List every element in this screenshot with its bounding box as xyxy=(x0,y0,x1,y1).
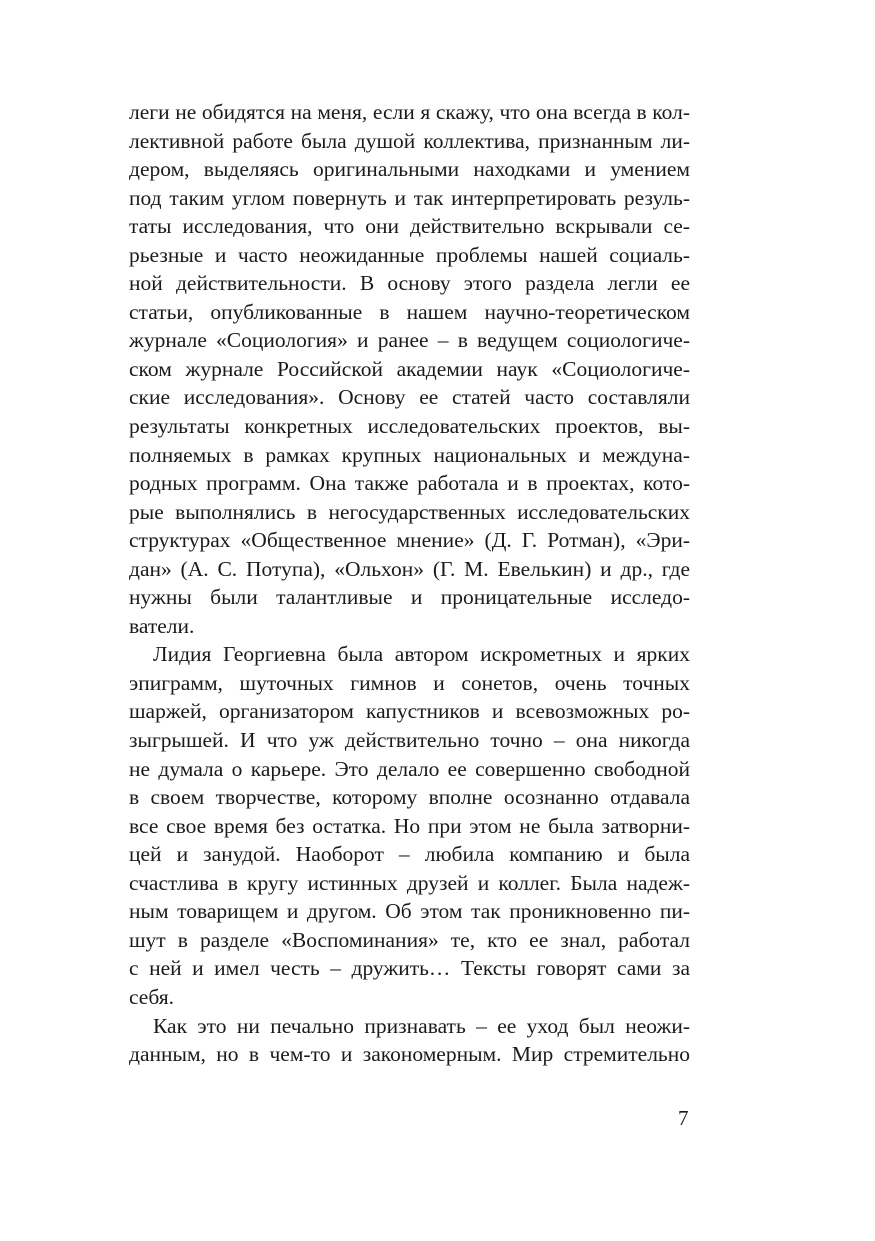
text-line: родных программ. Она также работала и в проектах, кото- xyxy=(129,471,690,496)
text-line: рьезные и часто неожиданные проблемы нашей социаль- xyxy=(129,242,690,267)
text-line: полняемых в рамках крупных национальных и междуна- xyxy=(129,442,690,467)
text-line: ском журнале Российской академии наук «Социологиче- xyxy=(129,356,690,381)
text-line: в своем творчестве, которому вполне осознанно отдавала xyxy=(129,785,690,810)
text-line: зыгрышей. И что уж действительно точно – она никогда xyxy=(129,728,690,753)
text-line: ватели. xyxy=(129,613,195,638)
text-line: с ней и имел честь – дружить… Тексты говорят сами за xyxy=(129,956,690,981)
text-line: Лидия Георгиевна была автором искрометных и ярких xyxy=(153,642,690,667)
text-line: ным товарищем и другом. Об этом так проникновенно пи- xyxy=(129,899,690,924)
paragraph xyxy=(129,1012,690,1069)
text-line: ной действительности. В основу этого раздела легли ее xyxy=(129,271,690,296)
text-line: шут в разделе «Воспоминания» те, кто ее знал, работал xyxy=(129,927,690,952)
text-line: статьи, опубликованные в нашем научно-теоретическом xyxy=(129,299,690,324)
text-line: ские исследования». Основу ее статей часто составляли xyxy=(129,385,690,410)
text-line: эпиграмм, шуточных гимнов и сонетов, очень точных xyxy=(129,670,690,695)
paragraph xyxy=(129,98,690,640)
paragraph xyxy=(129,640,690,1011)
text-line: нужны были талантливые и проницательные исследо- xyxy=(129,585,690,610)
text-line: дан» (А. С. Потупа), «Ольхон» (Г. М. Евелькин) и др., где xyxy=(129,556,690,581)
text-line: счастлива в кругу истинных друзей и коллег. Была надеж- xyxy=(129,870,690,895)
page-number: 7 xyxy=(678,1106,689,1130)
text-line: все свое время без остатка. Но при этом не была затворни- xyxy=(129,813,690,838)
text-line: под таким углом повернуть и так интерпретировать резуль- xyxy=(129,185,690,210)
text-line: себя. xyxy=(129,984,175,1009)
text-line: таты исследования, что они действительно вскрывали се- xyxy=(129,214,690,239)
text-line: дером, выделяясь оригинальными находками и умением xyxy=(129,157,690,182)
text-line: Как это ни печально признавать – ее уход был неожи- xyxy=(153,1013,690,1038)
text-line: шаржей, организатором капустников и всевозможных ро- xyxy=(129,699,690,724)
page-body xyxy=(129,98,690,1069)
text-line: лективной работе была душой коллектива, признанным ли- xyxy=(129,128,690,153)
text-line: результаты конкретных исследовательских проектов, вы- xyxy=(129,414,690,439)
text-line: журнале «Социология» и ранее – в ведущем социологиче- xyxy=(129,328,690,353)
text-line: не думала о карьере. Это делало ее совершенно свободной xyxy=(129,756,690,781)
text-line: структурах «Общественное мнение» (Д. Г. Ротман), «Эри- xyxy=(129,528,690,553)
text-line: леги не обидятся на меня, если я скажу, что она всегда в кол- xyxy=(129,100,690,124)
text-line: данным, но в чем-то и закономерным. Мир стремительно xyxy=(129,1042,690,1067)
text-line: рые выполнялись в негосударственных исследовательских xyxy=(129,499,690,524)
text-line: цей и занудой. Наоборот – любила компанию и была xyxy=(129,842,690,867)
